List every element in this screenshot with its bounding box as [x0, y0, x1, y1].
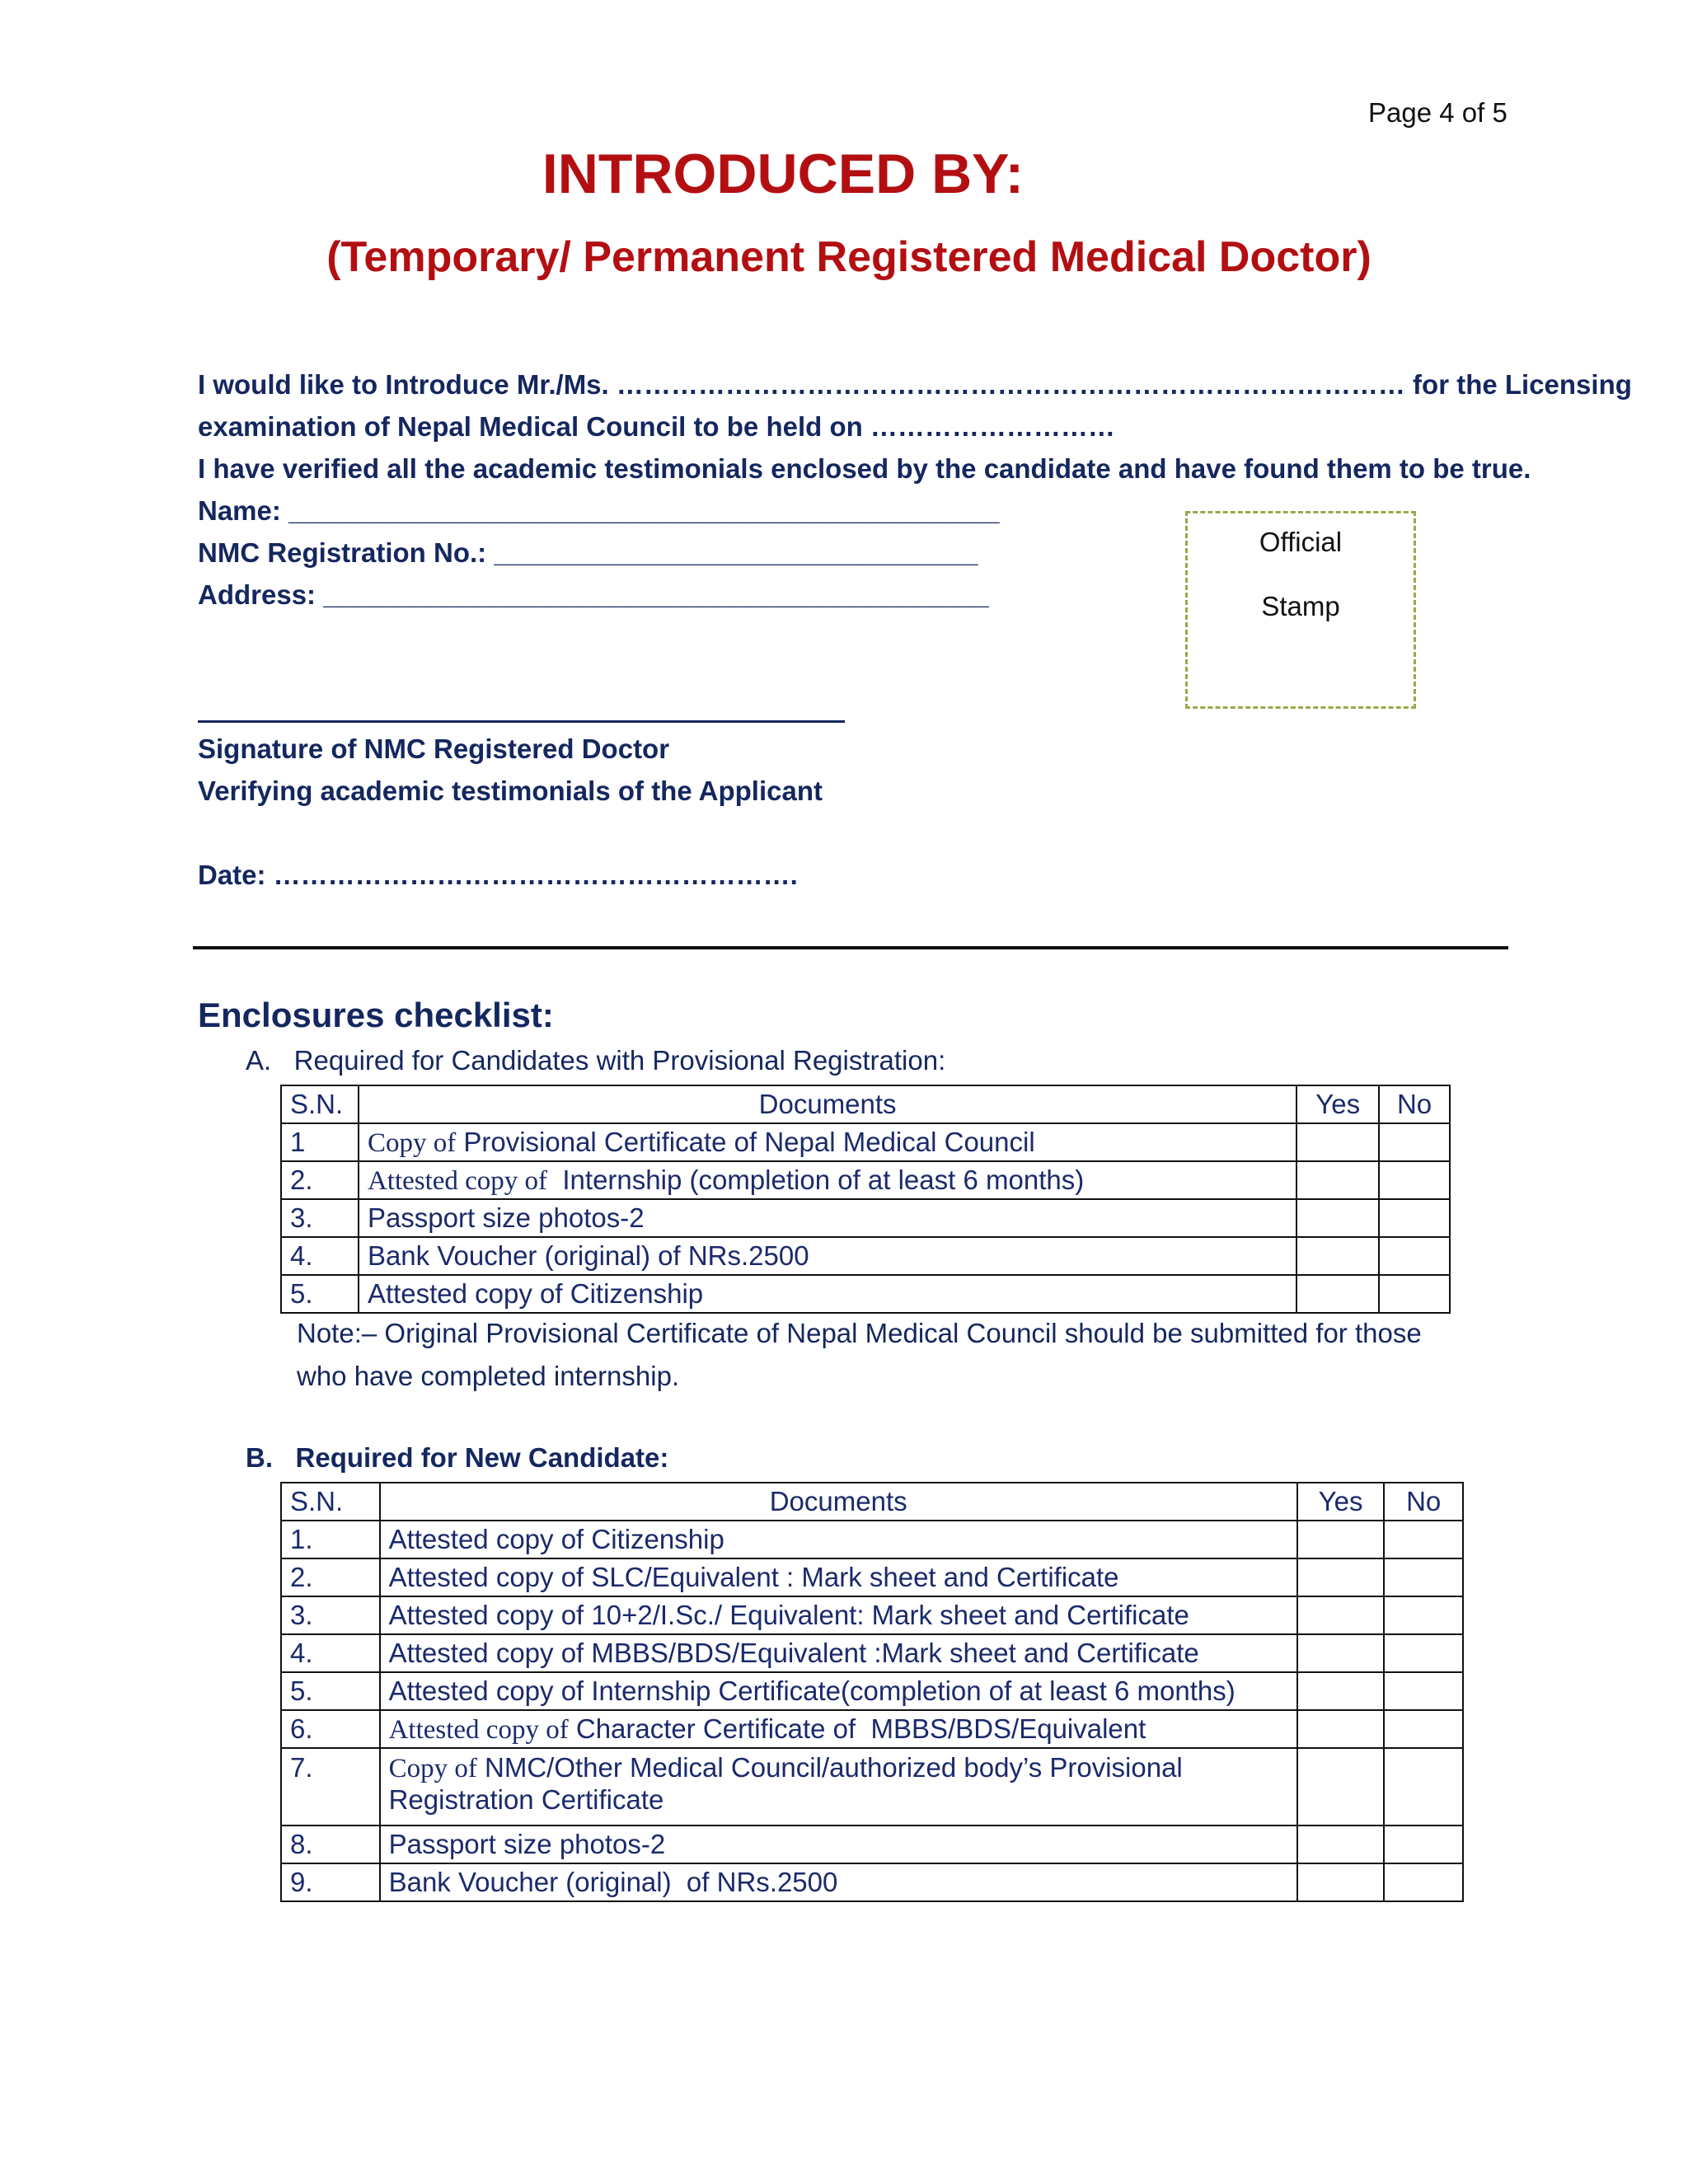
row-document-prefix: Copy of — [367, 1127, 457, 1158]
header-no: No — [1384, 1483, 1463, 1521]
intro-line-3: I have verified all the academic testimonials enclosed by the candidate and have found them to be true. — [198, 453, 1531, 484]
header-no: No — [1379, 1085, 1450, 1123]
row-document-text: Attested copy of Citizenship — [367, 1278, 704, 1309]
checkbox-cell-no[interactable] — [1384, 1558, 1463, 1596]
intro-line-2: examination of Nepal Medical Council to be held on ……………………… — [198, 411, 1115, 442]
row-document-text: Bank Voucher (original) of NRs.2500 — [388, 1867, 838, 1897]
enclosures-title: Enclosures checklist: — [198, 996, 554, 1034]
row-sn: 2. — [281, 1161, 359, 1199]
date-field[interactable]: Date: …………………………………………………. — [198, 860, 798, 890]
table-row — [281, 1237, 1450, 1275]
checkbox-cell-no[interactable] — [1384, 1748, 1463, 1825]
row-document — [380, 1634, 1297, 1672]
row-document — [359, 1199, 1296, 1237]
row-document — [380, 1558, 1297, 1596]
table-row — [281, 1123, 1450, 1161]
row-sn: 5. — [281, 1672, 380, 1710]
checklist-table-a — [280, 1085, 1451, 1314]
checkbox-cell-no[interactable] — [1384, 1634, 1463, 1672]
checkbox-cell-yes[interactable] — [1297, 1634, 1385, 1672]
checkbox-cell-no[interactable] — [1384, 1596, 1463, 1634]
checkbox-cell-yes[interactable] — [1297, 1748, 1385, 1825]
signature-line[interactable] — [198, 720, 845, 723]
row-document-text: Passport size photos-2 — [367, 1202, 645, 1233]
checkbox-cell-yes[interactable] — [1296, 1161, 1379, 1199]
table-row — [281, 1672, 1463, 1710]
row-document-text: Internship (completion of at least 6 months) — [547, 1164, 1085, 1195]
note-line-1: Note:– Original Provisional Certificate of Nepal Medical Council should be submitted for those — [297, 1318, 1422, 1348]
table-row — [281, 1748, 1463, 1825]
header-yes: Yes — [1297, 1483, 1385, 1521]
signature-label: Signature of NMC Registered Doctor — [198, 733, 670, 764]
checkbox-cell-no[interactable] — [1384, 1863, 1463, 1901]
table-row — [281, 1863, 1463, 1901]
checkbox-cell-yes[interactable] — [1297, 1710, 1385, 1748]
nmc-registration-field[interactable]: NMC Registration No.: ________________________________ — [198, 537, 978, 568]
table-row — [281, 1634, 1463, 1672]
page-number: Page 4 of 5 — [1368, 97, 1507, 128]
page-title: INTRODUCED BY: — [542, 143, 1025, 205]
row-document-text-continued: Registration Certificate — [388, 1784, 664, 1815]
table-row — [281, 1199, 1450, 1237]
row-document-text: Attested copy of Internship Certificate(completion of at least 6 months) — [388, 1675, 1236, 1706]
row-document-text: NMC/Other Medical Council/authorized body’s Provisional — [476, 1752, 1183, 1783]
row-document-text: Provisional Certificate of Nepal Medical Council — [456, 1126, 1035, 1157]
checkbox-cell-yes[interactable] — [1297, 1558, 1385, 1596]
row-document — [380, 1521, 1297, 1558]
row-document — [380, 1672, 1297, 1710]
row-sn: 1 — [281, 1123, 359, 1161]
row-sn: 3. — [281, 1596, 380, 1634]
row-sn: 1. — [281, 1521, 380, 1558]
header-yes: Yes — [1296, 1085, 1379, 1123]
row-document-text: Attested copy of MBBS/BDS/Equivalent :Mark sheet and Certificate — [388, 1638, 1199, 1668]
row-sn: 4. — [281, 1237, 359, 1275]
table-header-row — [281, 1085, 1450, 1123]
header-documents: Documents — [359, 1085, 1296, 1123]
name-field[interactable]: Name: _______________________________________________ — [198, 495, 1000, 526]
row-document-text: Bank Voucher (original) of NRs.2500 — [367, 1240, 809, 1271]
checkbox-cell-no[interactable] — [1384, 1710, 1463, 1748]
checkbox-cell-no[interactable] — [1379, 1161, 1450, 1199]
section-a-label: A. Required for Candidates with Provisional Registration: — [246, 1045, 946, 1076]
checkbox-cell-yes[interactable] — [1296, 1123, 1379, 1161]
row-document-prefix: Copy of — [388, 1754, 477, 1783]
row-sn: 2. — [281, 1558, 380, 1596]
header-sn: S.N. — [281, 1085, 359, 1123]
row-sn: 5. — [281, 1275, 359, 1313]
section-a-note — [297, 1312, 1467, 1398]
row-document-prefix: Attested copy of — [388, 1714, 569, 1745]
row-document — [380, 1825, 1297, 1863]
intro-line-1: I would like to Introduce Mr./Ms. …………………………………………………………………………… for the Licensing — [198, 369, 1632, 400]
section-divider — [193, 946, 1508, 949]
checkbox-cell-yes[interactable] — [1297, 1521, 1385, 1558]
checkbox-cell-no[interactable] — [1379, 1275, 1450, 1313]
row-sn: 8. — [281, 1825, 380, 1863]
row-document-text: Attested copy of 10+2/I.Sc./ Equivalent: Mark sheet and Certificate — [388, 1600, 1189, 1630]
stamp-label-official: Official — [1259, 527, 1343, 557]
official-stamp-box — [1185, 511, 1416, 709]
checkbox-cell-yes[interactable] — [1297, 1825, 1385, 1863]
checkbox-cell-no[interactable] — [1384, 1825, 1463, 1863]
checkbox-cell-yes[interactable] — [1296, 1275, 1379, 1313]
checkbox-cell-no[interactable] — [1384, 1672, 1463, 1710]
table-row — [281, 1825, 1463, 1863]
row-document-text: Attested copy of SLC/Equivalent : Mark sheet and Certificate — [388, 1562, 1119, 1592]
row-document — [359, 1161, 1296, 1199]
checkbox-cell-no[interactable] — [1384, 1521, 1463, 1558]
row-sn: 7. — [281, 1748, 380, 1825]
row-document-text: Attested copy of Citizenship — [388, 1524, 724, 1554]
row-document — [359, 1123, 1296, 1161]
row-document — [380, 1863, 1297, 1901]
row-document — [380, 1596, 1297, 1634]
header-sn: S.N. — [281, 1483, 380, 1521]
stamp-label-stamp: Stamp — [1261, 591, 1340, 621]
table-row — [281, 1596, 1463, 1634]
table-row — [281, 1710, 1463, 1748]
checkbox-cell-yes[interactable] — [1296, 1237, 1379, 1275]
row-document — [359, 1237, 1296, 1275]
table-row — [281, 1161, 1450, 1199]
signature-sublabel: Verifying academic testimonials of the Applicant — [198, 776, 823, 806]
row-document-text: Character Certificate of MBBS/BDS/Equivalent — [568, 1713, 1146, 1744]
table-row — [281, 1558, 1463, 1596]
row-sn: 9. — [281, 1863, 380, 1901]
page-subtitle: (Temporary/ Permanent Registered Medical Doctor) — [326, 233, 1372, 281]
row-document — [380, 1710, 1297, 1748]
checkbox-cell-yes[interactable] — [1296, 1199, 1379, 1237]
row-sn: 4. — [281, 1634, 380, 1672]
row-document-prefix: Attested copy of — [367, 1165, 548, 1196]
checkbox-cell-yes[interactable] — [1297, 1863, 1385, 1901]
row-sn: 6. — [281, 1710, 380, 1748]
address-field[interactable]: Address: ____________________________________________ — [198, 579, 989, 610]
checkbox-cell-no[interactable] — [1379, 1123, 1450, 1161]
row-sn: 3. — [281, 1199, 359, 1237]
section-b-label: B. Required for New Candidate: — [246, 1442, 669, 1473]
note-line-2: who have completed internship. — [297, 1361, 680, 1391]
table-row — [281, 1521, 1463, 1558]
row-document — [380, 1748, 1297, 1825]
checkbox-cell-no[interactable] — [1379, 1237, 1450, 1275]
table-header-row — [281, 1483, 1463, 1521]
header-documents: Documents — [380, 1483, 1297, 1521]
checkbox-cell-yes[interactable] — [1297, 1672, 1385, 1710]
checklist-table-b — [280, 1482, 1464, 1902]
checkbox-cell-yes[interactable] — [1297, 1596, 1385, 1634]
row-document-text: Passport size photos-2 — [388, 1829, 666, 1859]
row-document — [359, 1275, 1296, 1313]
checkbox-cell-no[interactable] — [1379, 1199, 1450, 1237]
table-row — [281, 1275, 1450, 1313]
